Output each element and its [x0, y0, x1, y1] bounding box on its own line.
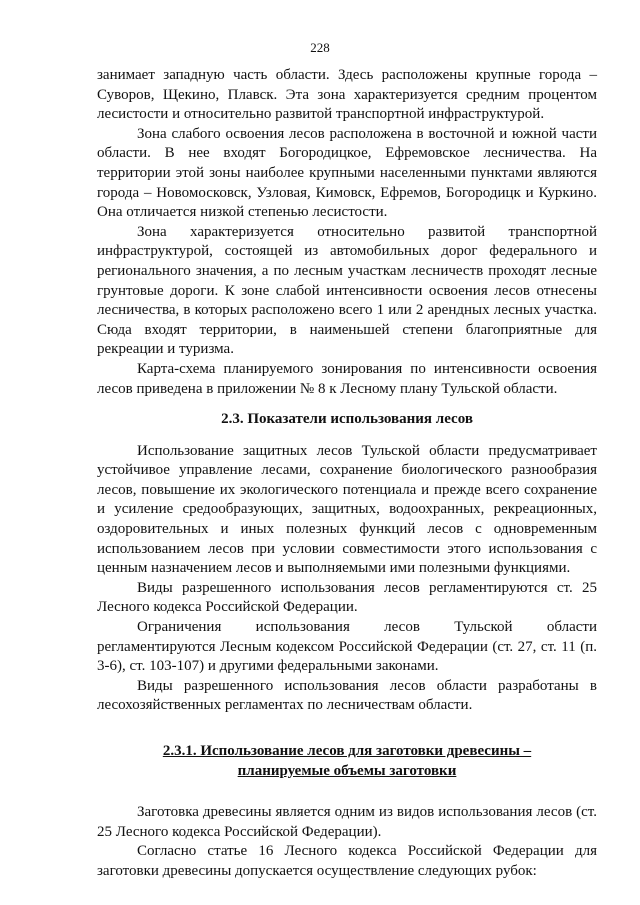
paragraph-protective-forests: Использование защитных лесов Тульской области предусматривает устойчивое управление лесами, сохранение биологического разнообразия лесов, повышение их экологического потенциала и прежде всего сохранение и усиление средообразующих, защитных, водоохранных, рекреационных, оздоровительных и иных полезных функций лесов с одновременным использованием лесов при условии совместимости этого использования с ценным назначением лесов и выполняемыми ими полезными функциями. — [97, 442, 597, 577]
paragraph-restrictions: Ограничения использования лесов Тульской области регламентируются Лесным кодексом Российской Федерации (ст. 27, ст. 11 (п. 3-6), ст. 103-107) и другими федеральными законами. — [97, 619, 597, 675]
section-heading-2-3-1 — [97, 742, 597, 781]
section-heading-2-3-1-line2: планируемые объемы заготовки — [237, 762, 457, 779]
document-body — [97, 66, 597, 882]
paragraph-permitted-uses: Виды разрешенного использования лесов регламентируются ст. 25 Лесного кодекса Российской Федерации. — [97, 579, 597, 616]
paragraph-article-16: Согласно статье 16 Лесного кодекса Российской Федерации для заготовки древесины допускается осуществление следующих рубок: — [97, 843, 597, 879]
section-heading-2-3: 2.3. Показатели использования лесов — [221, 411, 473, 428]
paragraph-continuation: занимает западную часть области. Здесь расположены крупные города – Суворов, Щекино, Плавск. Эта зона характеризуется средним процентом лесистости и относительно развитой транспортной инфраструктурой. — [97, 67, 597, 123]
paragraph-weak-zone: Зона слабого освоения лесов расположена в восточной и южной части области. В нее входят Богородицкое, Ефремовское лесничества. На территории этой зоны наиболее крупными населенными пунктами являются города – Новомосковск, Узловая, Кимовск, Ефремов, Богородицк и Куркино. Она отличается низкой степенью лесистости. — [97, 125, 597, 221]
paragraph-map-reference: Карта-схема планируемого зонирования по интенсивности освоения лесов приведена в приложении № 8 к Лесному плану Тульской области. — [97, 360, 597, 397]
section-heading-2-3-1-line1: 2.3.1. Использование лесов для заготовки древесины – — [162, 743, 532, 759]
page-number: 228 — [310, 40, 330, 55]
paragraph-zone-infrastructure: Зона характеризуется относительно развитой транспортной инфраструктурой, состоящей из автомобильных дорог федерального и регионального значения, а по лесным участкам лесничеств проходят лесные грунтовые дороги. К зоне слабой интенсивности освоения лесов отнесены лесничества, в которых расположено всего 1 или 2 арендных лесных участка. Сюда входят территории, в наименьшей степени благоприятные для рекреации и туризма. — [97, 223, 597, 358]
paragraph-timber-harvest: Заготовка древесины является одним из видов использования лесов (ст. 25 Лесного кодекса Российской Федерации). — [97, 804, 597, 840]
paragraph-regulations: Виды разрешенного использования лесов области разработаны в лесохозяйственных регламентах по лесничествам области. — [97, 677, 597, 714]
